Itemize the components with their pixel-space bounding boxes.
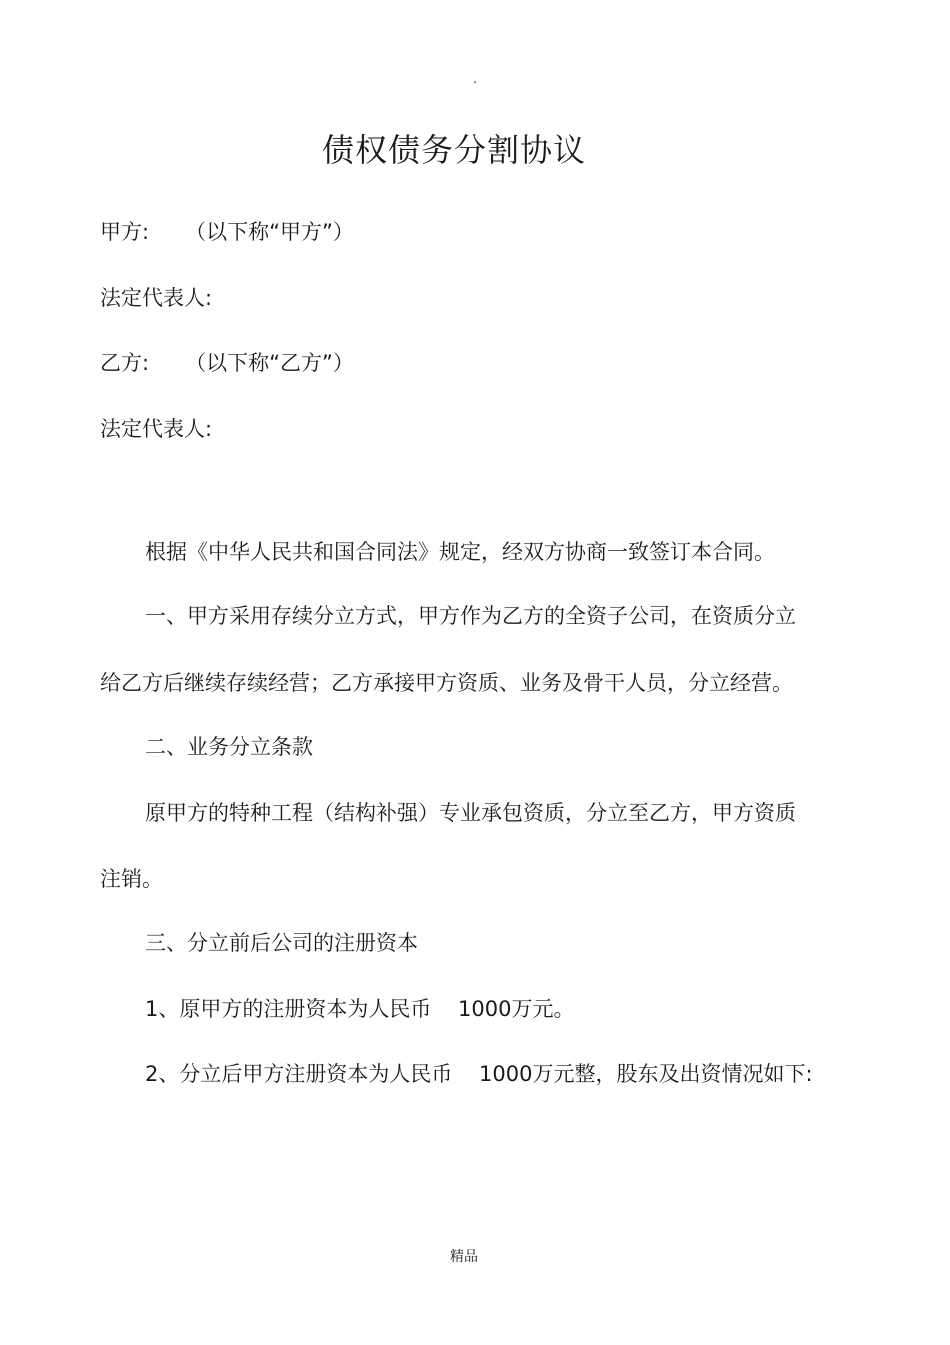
party-a-label: 甲方: xyxy=(100,220,150,244)
party-b-representative: 法定代表人: xyxy=(100,417,213,441)
party-b-note: （以下称“乙方”） xyxy=(185,351,354,375)
clause-1-line-1: 一、甲方采用存续分立方式，甲方作为乙方的全资子公司，在资质分立 xyxy=(145,604,796,628)
party-b-line xyxy=(100,348,354,378)
party-a-line xyxy=(100,217,354,247)
party-a-representative: 法定代表人: xyxy=(100,286,213,310)
header-mark: . xyxy=(473,72,477,86)
party-a-note: （以下称“甲方”） xyxy=(185,220,354,244)
document-title: 债权债务分割协议 xyxy=(321,131,586,169)
clause-2-line-1: 原甲方的特种工程（结构补强）专业承包资质，分立至乙方，甲方资质 xyxy=(145,801,796,825)
clause-3-item-1: 1、原甲方的注册资本为人民币 1000万元。 xyxy=(145,997,575,1021)
party-b-label: 乙方: xyxy=(100,351,150,375)
clause-3-heading: 三、分立前后公司的注册资本 xyxy=(145,931,418,955)
clause-2-line-2: 注销。 xyxy=(100,867,163,891)
clause-1-line-2: 给乙方后继续存续经营；乙方承接甲方资质、业务及骨干人员，分立经营。 xyxy=(100,671,793,695)
clause-2-heading: 二、业务分立条款 xyxy=(145,735,313,759)
clause-3-item-2: 2、分立后甲方注册资本为人民币 1000万元整，股东及出资情况如下: xyxy=(145,1062,813,1086)
intro-paragraph: 根据《中华人民共和国合同法》规定，经双方协商一致签订本合同。 xyxy=(145,540,775,564)
footer-label: 精品 xyxy=(450,1249,478,1265)
